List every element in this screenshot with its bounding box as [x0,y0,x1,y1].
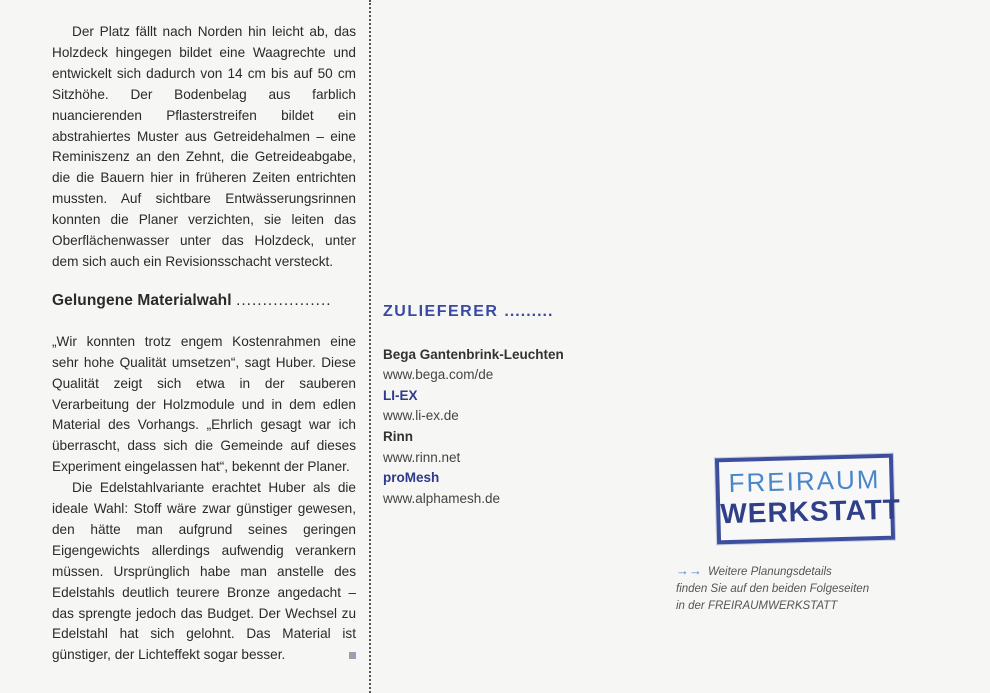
column-divider [369,0,371,693]
supplier-name: Rinn [383,428,413,444]
article-paragraph-3-text: Die Edelstahlvariante erachtet Huber als die ideale Wahl: Stoff wäre zwar günstiger gewesen, den hätte man aufgrund seines geringen Eigengewichts allerdings aufwendig verankern müssen. Ursprünglich habe man anstelle des Edelstahls deutlich teurere Bronze angedacht – das sprengte jedoch das Budget. Der Wechsel zu Edelstahl hat sich gelohnt. Das Material ist günstiger, der Lichteffekt sogar besser. [52,480,356,663]
section-heading [52,291,356,312]
stamp-line-1: FREIRAUM [728,464,881,498]
supplier-heading-dots: ......... [504,303,554,320]
cross-reference-note [676,562,906,615]
supplier-link[interactable]: www.rinn.net [383,449,461,465]
section-heading-text: Gelungene Materialwahl [52,291,232,309]
heading-leader-dots: .................. [236,291,332,309]
note-line-3: in der FREIRAUMWERKSTATT [676,600,838,612]
supplier-box [383,302,643,509]
article-paragraph-1: Der Platz fällt nach Norden hin leicht ab, das Holzdeck hingegen bildet eine Waagrechte und entwickelt sich dadurch von 14 cm bis auf 50 cm Sitzhöhe. Der Bodenbelag aus farblich nuancierenden Pflasterstreifen bildet ein abstrahiertes Muster aus Getreidehalmen – eine Reminiszenz an den Zehnt, die Getreideabgabe, die die Bauern hier in früheren Zeiten entrichten mussten. Auf sichtbare Entwässerungsrinnen konnten die Planer verzichten, sie leiten das Oberflächenwasser unter das Holzdeck, unter dem sich auch ein Revisionsschacht versteckt. [52,24,356,269]
note-line-2: finden Sie auf den beiden Folgeseiten [676,583,870,595]
supplier-link[interactable]: www.alphamesh.de [383,490,501,506]
supplier-link[interactable]: www.bega.com/de [383,367,494,383]
supplier-name: proMesh [383,470,440,486]
supplier-link[interactable]: www.li-ex.de [383,408,459,424]
supplier-heading-text: ZULIEFERER [383,303,499,320]
supplier-heading [383,302,643,323]
double-arrow-icon: →→ [676,563,702,578]
article-column [52,22,356,666]
end-of-article-icon [349,652,356,659]
stamp-line-2: WERKSTATT [719,493,902,530]
article-paragraph-2: „Wir konnten trotz engem Kostenrahmen eine sehr hohe Qualität umsetzen“, sagt Huber. Diese Qualität zeigt sich etwa in der sauberen Verarbeitung der Holzmodule und in dem edlen Material des Vorhangs. „Ehrlich gesagt war ich überrascht, dass sich die Gemeinde auf dieses Experiment eingelassen hat“, bekennt der Planer. [52,333,356,475]
freiraumwerkstatt-stamp-logo [715,454,902,545]
supplier-name: LI-EX [383,387,418,403]
note-line-1: Weitere Planungsdetails [708,566,832,578]
supplier-name: Bega Gantenbrink-Leuchten [383,346,564,362]
article-paragraph-3 [52,478,356,666]
